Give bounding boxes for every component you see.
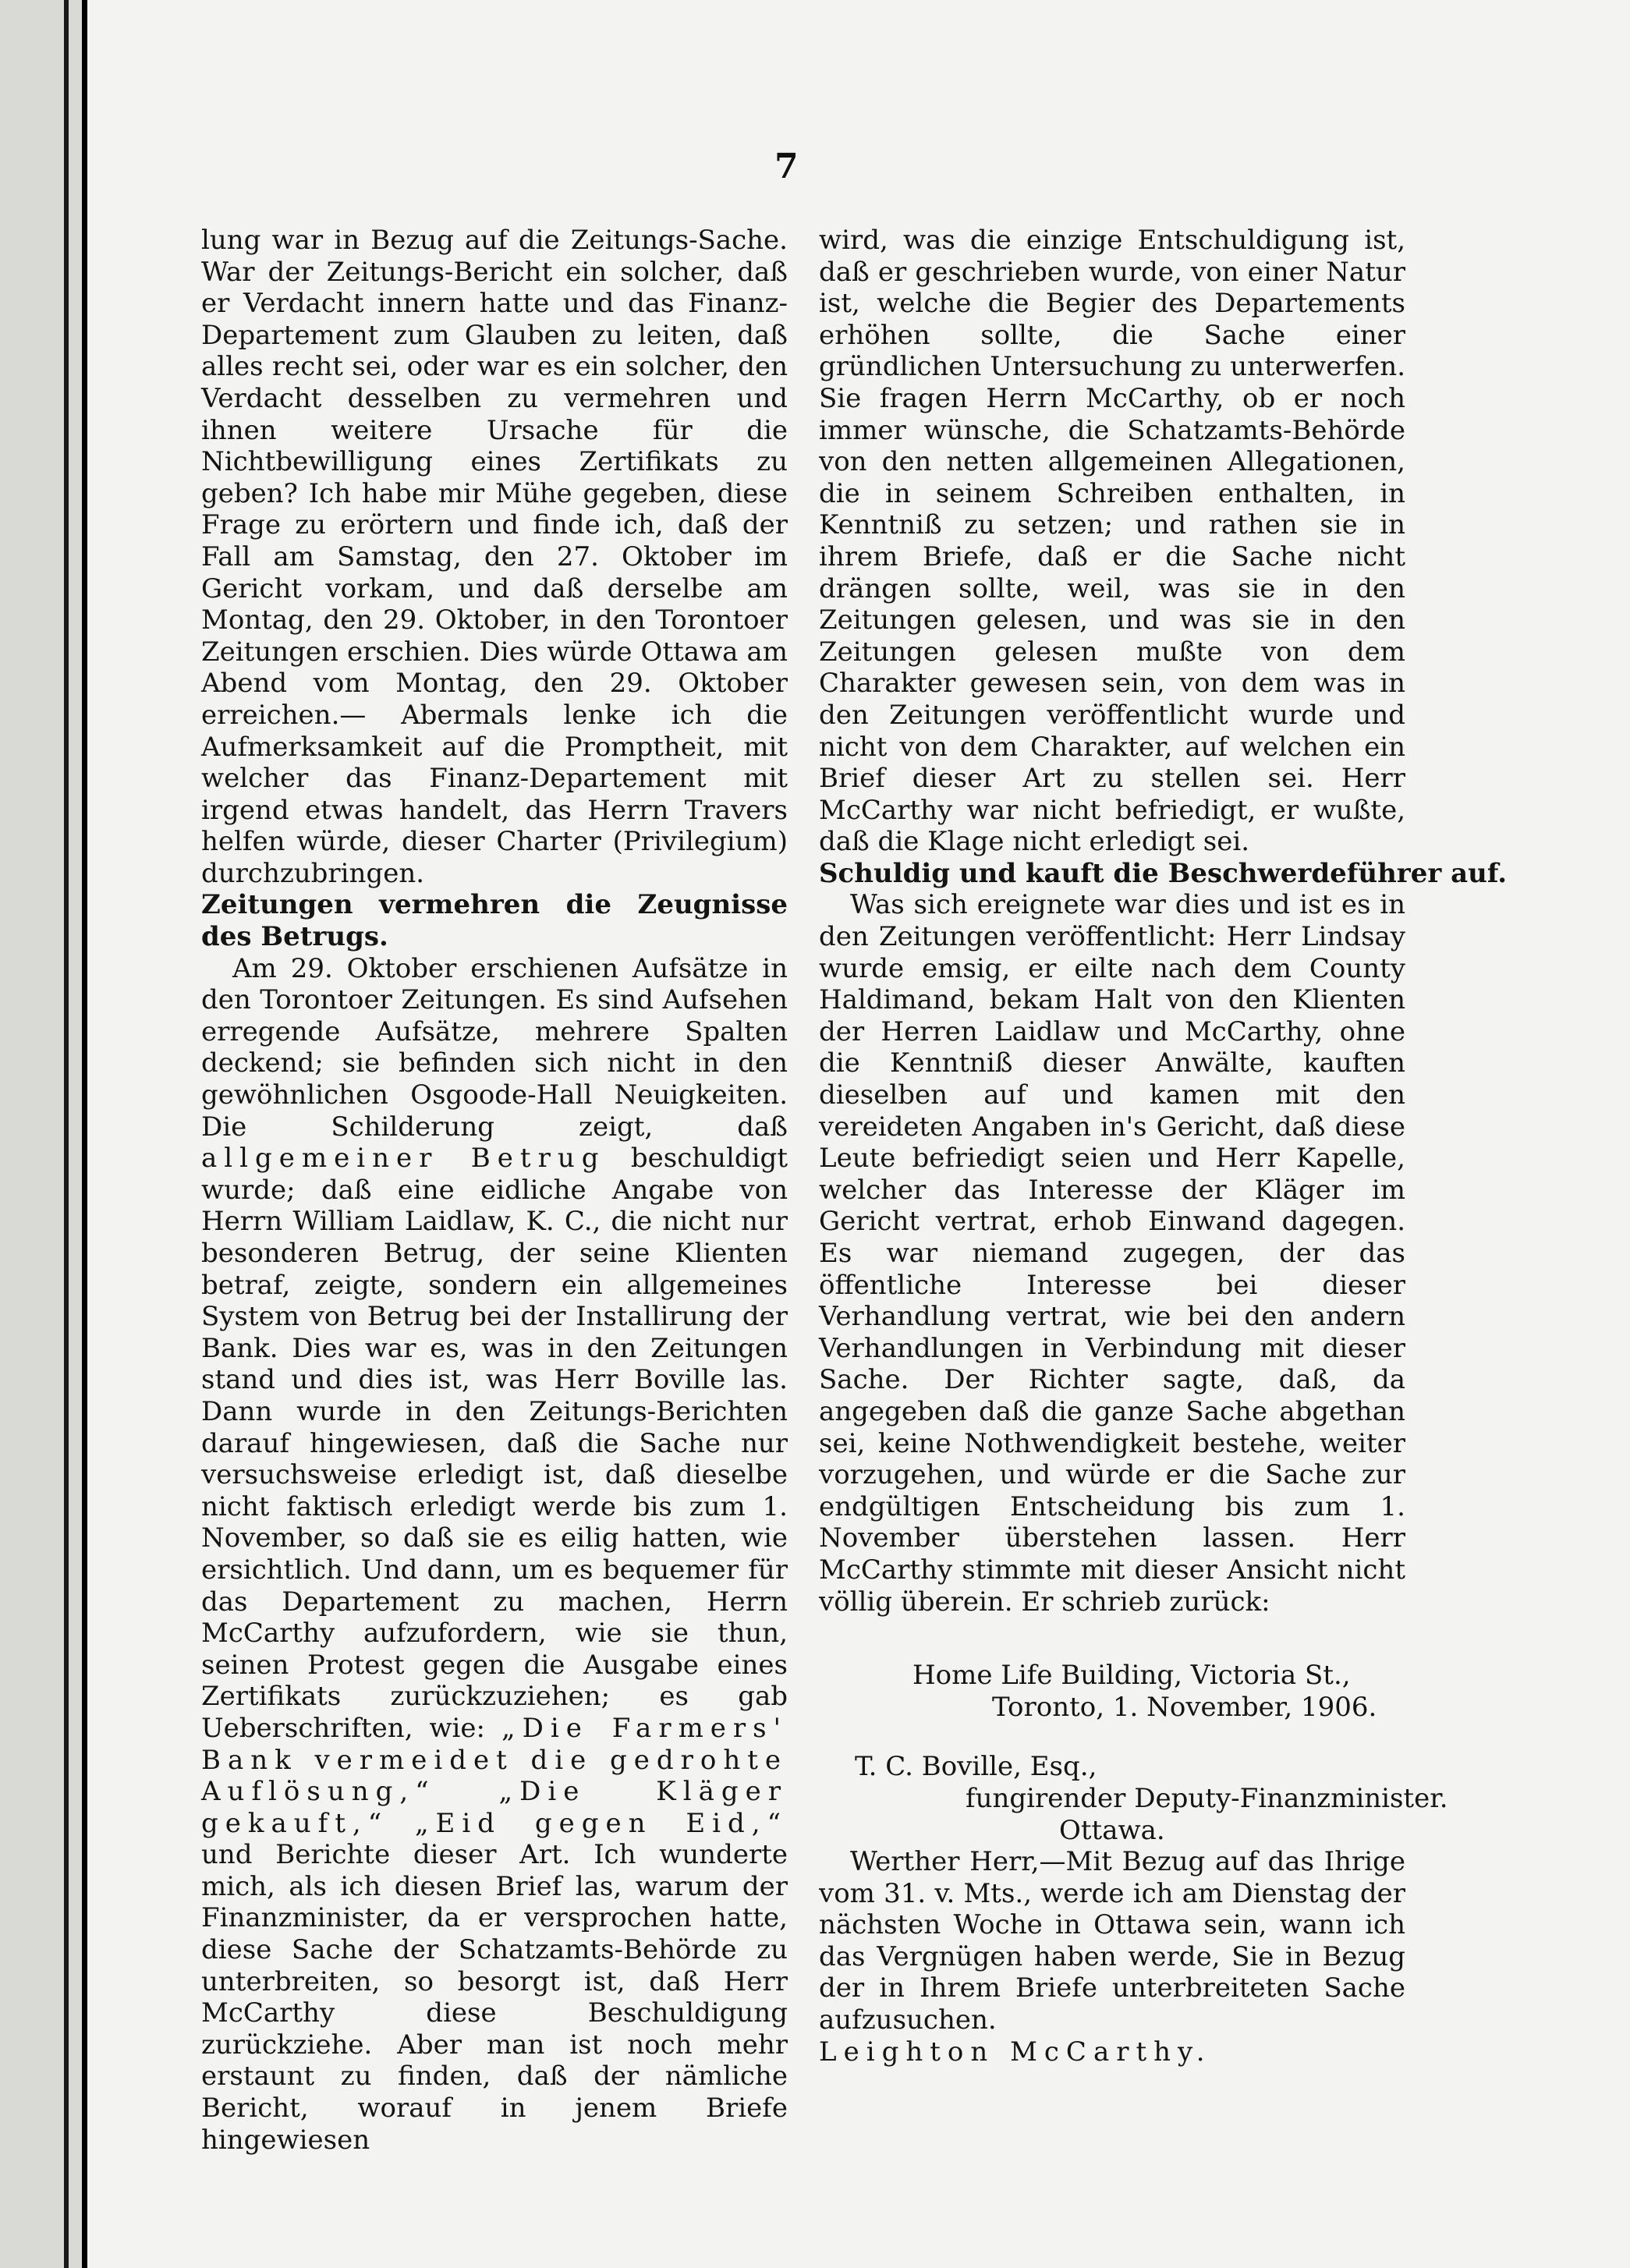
- spaced-emphasis: allgemeiner Betrug: [201, 1143, 606, 1175]
- address-line-1: Home Life Building, Victoria St.,: [912, 1660, 1351, 1692]
- recipient-line-1: T. C. Boville, Esq.,: [855, 1751, 1097, 1783]
- page-number: 7: [774, 147, 799, 186]
- address-line-2: Toronto, 1. November, 1906.: [992, 1691, 1377, 1723]
- recipient-line-2: fungirender Deputy-Finanzminister.: [966, 1782, 1448, 1814]
- letter-body: Werther Herr,—Mit Bezug auf das Ihrige vom 31. v. Mts., werde ich am Dienstag der nächsten Woche in Ottawa sein, wann ich das Vergnügen haben werde, Sie in Bezug der in Ihrem Briefe unterbreiteten Sache aufzusuchen.: [819, 1846, 1405, 2036]
- letter-signature: Leighton McCarthy.: [819, 2036, 1212, 2068]
- left-paragraph-2-text-a: Am 29. Oktober erschienen Aufsätze in den Torontoer Zeitungen. Es sind Aufsehen erregende Aufsätze, mehrere Spalten deckend; sie befinden sich nicht in den gewöhnlichen Osgoode-Hall Neuigkeiten. Die Schilderung zeigt, daß: [201, 952, 788, 1143]
- headline-quote-3: „Eid gegen Eid,“: [414, 1807, 788, 1839]
- letter-recipient: [819, 1751, 1448, 1846]
- left-column: [201, 225, 788, 2156]
- left-paragraph-2: [201, 953, 788, 2156]
- right-column: [819, 225, 1508, 2068]
- right-section-heading: Schuldig und kauft die Beschwerdeführer auf.: [819, 857, 1508, 889]
- left-paragraph-1: lung war in Bezug auf die Zeitungs-Sache. War der Zeitungs-Bericht ein solcher, daß er Verdacht innern hatte und das Finanz-Departement zum Glauben zu leiten, daß alles recht sei, oder war es ein solcher, den Verdacht desselben zu vermehren und ihnen weitere Ursache für die Nichtbewilligung eines Zertifikats zu geben? Ich habe mir Mühe gegeben, diese Frage zu erörtern und finde ich, daß der Fall am Samstag, den 27. Oktober im Gericht vorkam, und daß derselbe am Montag, den 29. Oktober, in den Torontoer Zeitungen erschien. Dies würde Ottawa am Abend vom Montag, den 29. Oktober erreichen.— Abermals lenke ich die Aufmerksamkeit auf die Promptheit, mit welcher das Finanz-Departement mit irgend etwas handelt, das Herrn Travers helfen würde, dieser Charter (Privilegium) durchzubringen.: [201, 225, 788, 889]
- left-paragraph-2-text-c: und Berichte dieser Art. Ich wunderte mich, als ich diesen Brief las, warum der Finanzminister, da er versprochen hatte, diese Sache der Schatzamts-Behörde zu unterbreiten, so besorgt ist, daß Herr McCarthy diese Beschuldigung zurückziehe. Aber man ist noch mehr erstaunt zu finden, daß der nämliche Bericht, worauf in jenem Briefe hingewiesen: [201, 1839, 788, 2156]
- headline-quote-2: „Die Kläger gekauft,“: [201, 1776, 788, 1839]
- right-paragraph-2: Was sich ereignete war dies und ist es in den Zeitungen veröffentlicht: Herr Lindsay wurde emsig, er eilte nach dem County Haldimand, bekam Halt von den Klienten der Herren Laidlaw und McCarthy, ohne die Kenntniß dieser Anwälte, kauften dieselben auf und kamen mit den vereideten Angaben in's Gericht, daß diese Leute befriedigt seien und Herr Kapelle, welcher das Interesse der Kläger im Gericht vertrat, erhob Einwand dagegen. Es war niemand zugegen, der das öffentliche Interesse bei dieser Verhandlung vertrat, wie bei den andern Verhandlungen in Verbindung mit dieser Sache. Der Richter sagte, daß, da angegeben daß die ganze Sache abgethan sei, keine Nothwendigkeit bestehe, weiter vorzugehen, und würde er die Sache zur endgültigen Entscheidung bis zum 1. November überstehen lassen. Herr McCarthy stimmte mit dieser Ansicht nicht völlig überein. Er schrieb zurück:: [819, 889, 1405, 1618]
- right-paragraph-1: wird, was die einzige Entschuldigung ist, daß er geschrieben wurde, von einer Natur ist, welche die Begier des Departements erhöhen sollte, die Sache einer gründlichen Untersuchung zu unterwerfen. Sie fragen Herrn McCarthy, ob er noch immer wünsche, die Schatzamts-Behörde von den netten allgemeinen Allegationen, die in seinem Schreiben enthalten, in Kenntniß zu setzen; und rathen sie in ihrem Briefe, daß er die Sache nicht drängen sollte, weil, was sie in den Zeitungen gelesen, und was sie in den Zeitungen gelesen mußte von dem Charakter gewesen sein, von dem was in den Zeitungen veröffentlicht wurde und nicht von dem Charakter, auf welchen ein Brief dieser Art zu stellen sei. Herr McCarthy war nicht befriedigt, er wußte, daß die Klage nicht erledigt sei.: [819, 225, 1405, 858]
- left-section-heading: Zeitungen vermehren die Zeugnisse des Betrugs.: [201, 889, 788, 953]
- column-rule: [64, 0, 69, 2268]
- recipient-line-3: Ottawa.: [1059, 1814, 1165, 1846]
- headline-quote-1: „Die Farmers' Bank vermeidet die gedrohte Auflösung,“: [201, 1712, 788, 1808]
- letter-address: [819, 1660, 1405, 1723]
- left-page-edge: [0, 0, 82, 2268]
- left-paragraph-2-text-b: beschuldigt wurde; daß eine eidliche Angabe von Herrn William Laidlaw, K. C., die nicht nur besonderen Betrug, der seine Klienten betraf, zeigte, sondern ein allgemeines System von Betrug bei der Installirung der Bank. Dies war es, was in den Zeitungen stand und dies ist, was Herr Boville las. Dann wurde in den Zeitungs-Berichten darauf hingewiesen, daß die Sache nur versuchsweise erledigt ist, daß dieselbe nicht faktisch erledigt werde bis zum 1. November, so daß sie es eilig hatten, wie ersichtlich. Und dann, um es bequemer für das Departement zu machen, Herrn McCarthy aufzufordern, wie sie thun, seinen Protest gegen die Ausgabe eines Zertifikats zurückzuziehen; es gab Ueberschriften, wie:: [201, 1143, 788, 1744]
